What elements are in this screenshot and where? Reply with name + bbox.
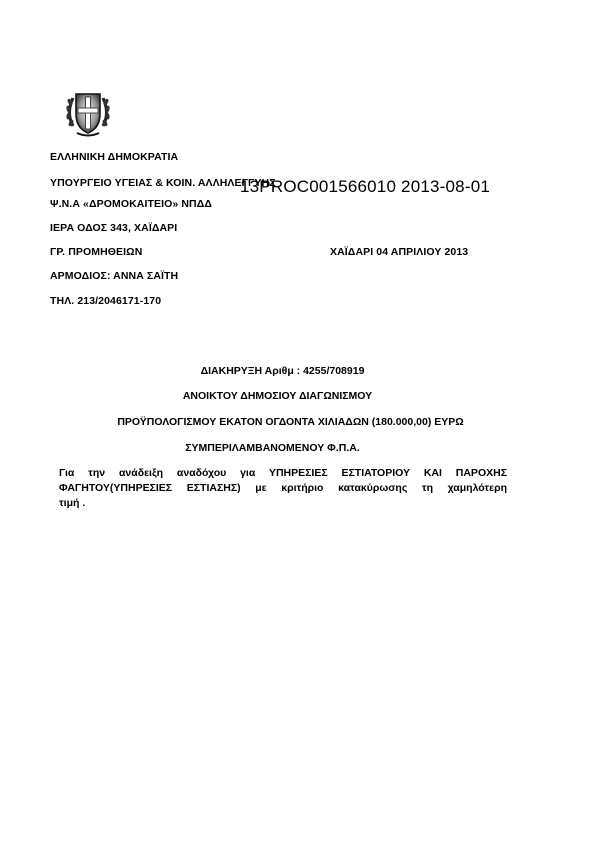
header-address: ΙΕΡΑ ΟΔΟΣ 343, ΧΑΪΔΑΡΙ	[50, 222, 178, 234]
header-department: ΓΡ. ΠΡΟΜΗΘΕΙΩΝ	[50, 246, 143, 258]
header-hospital: Ψ.Ν.Α «ΔΡΟΜΟΚΑΙΤΕΙΟ» ΝΠΔΔ	[50, 198, 212, 210]
vat-line: ΣΥΜΠΕΡΙΛΑΜΒΑΝΟΜΕΝΟΥ Φ.Π.Α.	[185, 442, 360, 454]
description-line: τιμή .	[59, 497, 86, 509]
description-line: Για την ανάδειξη αναδόχου για ΥΠΗΡΕΣΙΕΣ ΕΣΤΙΑΤΟΡΙΟΥ ΚΑΙ ΠΑΡΟΧΗΣ	[59, 467, 507, 479]
coat-of-arms-icon	[63, 86, 113, 140]
header-responsible: ΑΡΜΟΔΙΟΣ: ΑΝΝΑ ΣΑΪΤΗ	[50, 270, 179, 282]
tender-type: ΑΝΟΙΚΤΟΥ ΔΗΜΟΣΙΟΥ ΔΙΑΓΩΝΙΣΜΟΥ	[182, 390, 373, 402]
proclamation-number: ΔΙΑΚΗΡΥΞΗ Αριθμ : 4255/708919	[200, 365, 365, 377]
header-phone: ΤΗΛ. 213/2046171-170	[50, 295, 162, 307]
tender-description	[59, 466, 507, 511]
description-line: ΦΑΓΗΤΟΥ(ΥΠΗΡΕΣΙΕΣ ΕΣΤΙΑΣΗΣ) με κριτήριο κατακύρωσης τη χαμηλότερη	[59, 482, 507, 494]
stamp-watermark: 13PROC001566010 2013-08-01	[240, 177, 490, 196]
header-country: ΕΛΛΗΝΙΚΗ ΔΗΜΟΚΡΑΤΙΑ	[50, 151, 179, 163]
document-date: ΧΑΪΔΑΡΙ 04 ΑΠΡΙΛΙΟΥ 2013	[330, 246, 469, 258]
header-ministry: ΥΠΟΥΡΓΕΙΟ ΥΓΕΙΑΣ & ΚΟΙΝ. ΑΛΛΗΛΕΓΓΥΗΣ	[50, 177, 276, 189]
budget-line: ΠΡΟΫΠΟΛΟΓΙΣΜΟΥ ΕΚΑΤΟΝ ΟΓΔΟΝΤΑ ΧΙΛΙΑΔΩΝ (180.000,00) ΕΥΡΩ	[117, 416, 464, 428]
